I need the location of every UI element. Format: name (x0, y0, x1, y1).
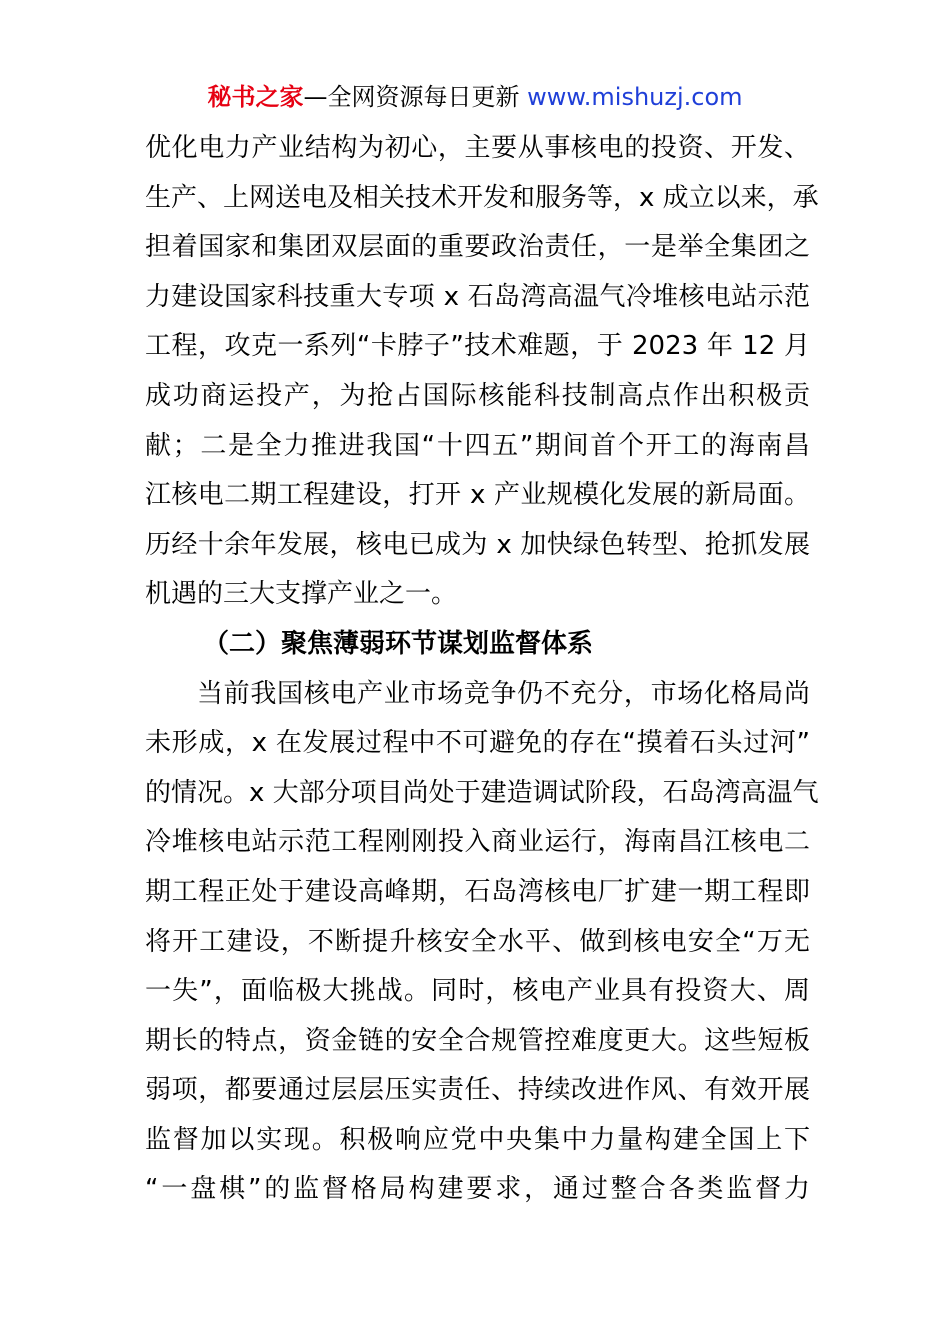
body-line: 力建设国家科技重大专项 x 石岛湾高温气冷堆核电站示范 (145, 281, 810, 312)
body-line: 期长的特点，资金链的安全合规管控难度更大。这些短板 (145, 1025, 810, 1056)
page-header (0, 80, 950, 114)
body-line: 成功商运投产，为抢占国际核能科技制高点作出积极贡 (145, 380, 810, 411)
body-line: 监督加以实现。积极响应党中央集中力量构建全国上下 (145, 1124, 810, 1155)
header-brand: 秘书之家 (207, 83, 304, 111)
body-line: “一盘棋”的监督格局构建要求，通过整合各类监督力 (145, 1174, 810, 1205)
body-line: 江核电二期工程建设，打开 x 产业规模化发展的新局面。 (145, 480, 810, 511)
body-line: 工程，攻克一系列“卡脖子”技术难题，于 2023 年 12 月 (145, 331, 810, 362)
body-line: 未形成，x 在发展过程中不可避免的存在“摸着石头过河” (145, 728, 810, 759)
body-line: 机遇的三大支撑产业之一。 (145, 579, 458, 610)
body-line: 冷堆核电站示范工程刚刚投入商业运行，海南昌江核电二 (145, 827, 810, 858)
body-line: 将开工建设，不断提升核安全水平、做到核电安全“万无 (145, 926, 810, 957)
body-line: 生产、上网送电及相关技术开发和服务等，x 成立以来，承 (145, 182, 819, 213)
body-line: 期工程正处于建设高峰期，石岛湾核电厂扩建一期工程即 (145, 876, 810, 907)
document-body (145, 124, 819, 1215)
body-line: 担着国家和集团双层面的重要政治责任，一是举全集团之 (145, 232, 810, 263)
body-line: 一失”，面临极大挑战。同时，核电产业具有投资大、周 (145, 976, 810, 1007)
header-tagline: —全网资源每日更新 (303, 83, 520, 111)
header-site-link[interactable]: www.mishuzj.com (527, 83, 743, 111)
body-line: 弱项，都要通过层层压实责任、持续改进作风、有效开展 (145, 1075, 810, 1106)
body-line: 当前我国核电产业市场竞争仍不充分，市场化格局尚 (197, 678, 810, 709)
body-line: 的情况。x 大部分项目尚处于建造调试阶段，石岛湾高温气 (145, 777, 819, 808)
body-line: 优化电力产业结构为初心，主要从事核电的投资、开发、 (145, 133, 810, 163)
section-heading: （二）聚焦薄弱环节谋划监督体系 (203, 628, 594, 659)
body-line: 历经十余年发展，核电已成为 x 加快绿色转型、抢抓发展 (145, 529, 810, 560)
body-line: 献；二是全力推进我国“十四五”期间首个开工的海南昌 (145, 430, 810, 461)
